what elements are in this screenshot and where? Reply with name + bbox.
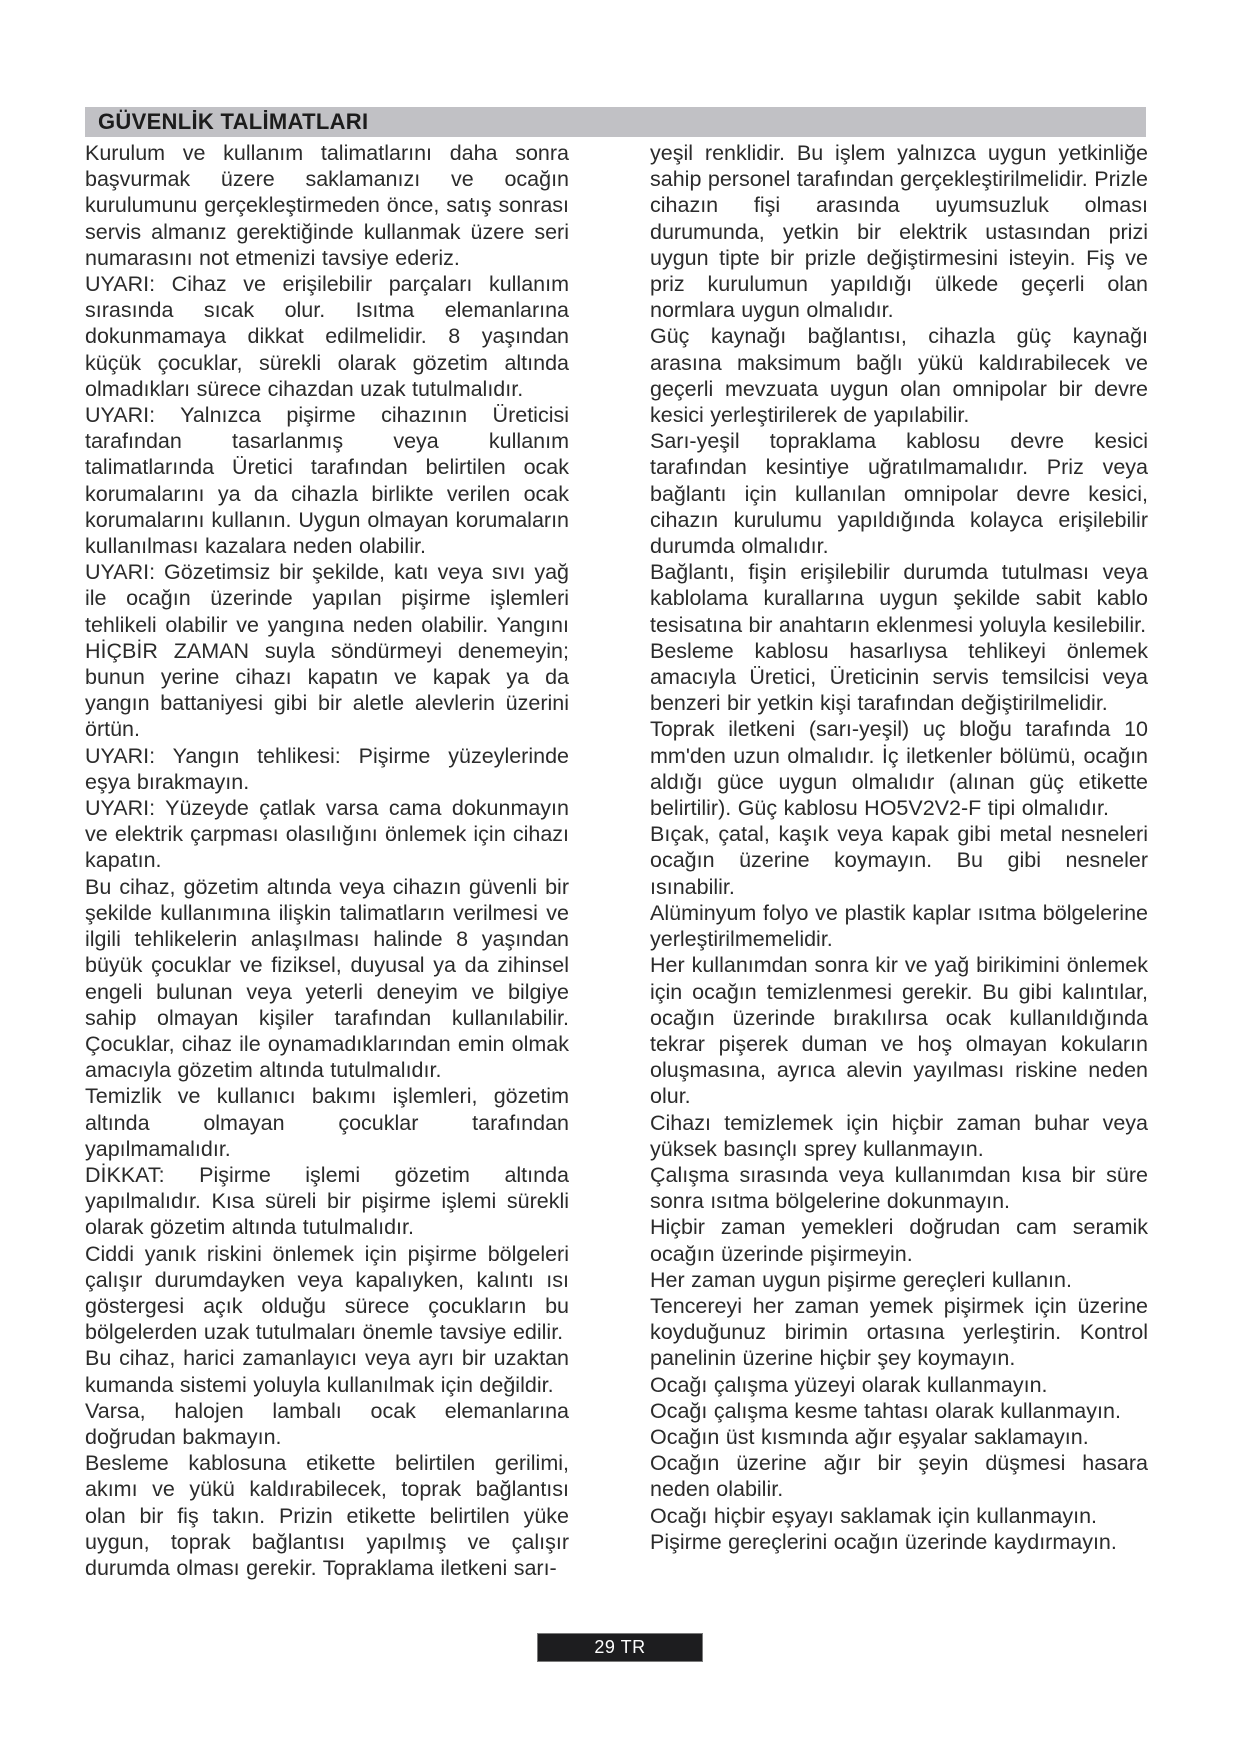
paragraph: Ocağı çalışma yüzeyi olarak kullanmayın. — [650, 1372, 1048, 1397]
paragraph: Sarı-yeşil topraklama kablosu devre kesici tarafından kesintiye uğratılmamalıdır. Priz veya bağlantı için kullanılan omnipolar devre kesici, cihazın kurulumu yapıldığında kolayca erişilebilir durumda olmalıdır. — [650, 429, 1148, 559]
paragraph: Her zaman uygun pişirme gereçleri kullanın. — [650, 1267, 1072, 1292]
paragraph: Her kullanımdan sonra kir ve yağ birikimini önlemek için ocağın temizlenmesi gerekir. Bu gibi kalıntılar, ocağın üzerinde bırakılırsa ocak kullanıldığında tekrar pişerek duman ve hoş olmayan kokuların oluşmasına, ayrıca alevin yayılması riskine neden olur. — [650, 953, 1148, 1109]
paragraph: Varsa, halojen lambalı ocak elemanlarına doğrudan bakmayın. — [85, 1398, 569, 1449]
paragraph: Besleme kablosu hasarlıysa tehlikeyi önlemek amacıyla Üretici, Üreticinin servis temsilcisi veya benzeri bir yetkin kişi tarafından değiştirilmelidir. — [650, 638, 1148, 716]
paragraph: Güç kaynağı bağlantısı, cihazla güç kaynağı arasına maksimum bağlı yükü kaldırabilecek ve geçerli mevzuata uygun olan omnipolar bir devre kesici yerleştirilerek de yapılabilir. — [650, 324, 1148, 428]
paragraph: Ocağın üst kısmında ağır eşyalar saklamayın. — [650, 1424, 1089, 1449]
paragraph: Hiçbir zaman yemekleri doğrudan cam seramik ocağın üzerinde pişirmeyin. — [650, 1215, 1148, 1266]
paragraph: Pişirme gereçlerini ocağın üzerinde kaydırmayın. — [650, 1529, 1117, 1554]
paragraph: Ocağı hiçbir eşyayı saklamak için kullanmayın. — [650, 1503, 1098, 1528]
paragraph: Alüminyum folyo ve plastik kaplar ısıtma bölgelerine yerleştirilmemelidir. — [650, 900, 1148, 952]
paragraph: Bıçak, çatal, kaşık veya kapak gibi metal nesneleri ocağın üzerine koymayın. Bu gibi nesneler ısınabilir. — [650, 822, 1148, 899]
paragraph: Ocağın üzerine ağır bir şeyin düşmesi hasara neden olabilir. — [650, 1451, 1148, 1502]
paragraph: UYARI: Yangın tehlikesi: Pişirme yüzeylerinde eşya bırakmayın. — [85, 743, 569, 794]
paragraph: DİKKAT: Pişirme işlemi gözetim altında yapılmalıdır. Kısa süreli bir pişirme işlemi sürekli olarak gözetim altında tutulmalıdır. — [85, 1162, 569, 1240]
paragraph: Cihazı temizlemek için hiçbir zaman buhar veya yüksek basınçlı sprey kullanmayın. — [650, 1110, 1148, 1161]
paragraph: UYARI: Cihaz ve erişilebilir parçaları kullanım sırasında sıcak olur. Isıtma elemanlarına dokunmamaya dikkat edilmelidir. 8 yaşından küçük çocuklar, sürekli olarak gözetim altında olmadıkları sürece cihazdan uzak tutulmalıdır. — [85, 272, 569, 401]
paragraph: Ciddi yanık riskini önlemek için pişirme bölgeleri çalışır durumdayken veya kapalıyken, kalıntı ısı göstergesi açık olduğu sürece çocukların bu bölgelerden uzak tutulmaları önemle tavsiye edilir. — [85, 1241, 569, 1345]
section-header-bar — [85, 107, 1146, 137]
page-number: 29 TR — [594, 1637, 646, 1657]
paragraph: Çalışma sırasında veya kullanımdan kısa bir süre sonra ısıtma bölgelerine dokunmayın. — [650, 1162, 1148, 1214]
paragraph: yeşil renklidir. Bu işlem yalnızca uygun yetkinliğe sahip personel tarafından gerçekleştirilmelidir. Prizle cihazın fişi arasında uyumsuzluk olması durumunda, yetkin bir elektrik ustasından prizi uygun tipte bir prizle değiştirmesini isteyin. Fiş ve priz kurulumun yapıldığı ülkede geçerli olan normlara uygun olmalıdır. — [650, 141, 1148, 323]
paragraph: Kurulum ve kullanım talimatlarını daha sonra başvurmak üzere saklamanızı ve ocağın kurulumunu gerçekleştirmeden önce, satış sonrası servis almanız gerektiğinde kullanmak üzere seri numarasını not etmenizi tavsiye ederiz. — [85, 141, 569, 270]
paragraph: Bu cihaz, harici zamanlayıcı veya ayrı bir uzaktan kumanda sistemi yoluyla kullanılmak için değildir. — [85, 1346, 569, 1397]
paragraph: Tencereyi her zaman yemek pişirmek için üzerine koyduğunuz birimin ortasına yerleştirin. Kontrol panelinin üzerine hiçbir şey koymayın. — [650, 1293, 1148, 1371]
page-number-badge — [537, 1633, 703, 1662]
page-title: GÜVENLİK TALİMATLARI — [98, 109, 369, 134]
paragraph: UYARI: Yüzeyde çatlak varsa cama dokunmayın ve elektrik çarpması olasılığını önlemek için cihazı kapatın. — [85, 796, 569, 873]
paragraph: Besleme kablosuna etikette belirtilen gerilimi, akımı ve yükü kaldırabilecek, toprak bağlantısı olan bir fiş takın. Prizin etikette belirtilen yüke uygun, toprak bağlantısı yapılmış ve çalışır durumda olması gerekir. Topraklama iletkeni sarı- — [85, 1451, 569, 1580]
paragraph: Toprak iletkeni (sarı-yeşil) uç bloğu tarafında 10 mm'den uzun olmalıdır. İç iletkenler bölümü, ocağın aldığı güce uygun olmalıdır (alınan güç etikette belirtilir). Güç kablosu HO5V2V2-F tipi olmalıdır. — [650, 717, 1148, 821]
paragraph: UYARI: Yalnızca pişirme cihazının Üreticisi tarafından tasarlanmış veya kullanım talimatlarında Üretici tarafından belirtilen ocak korumalarını ya da cihazla birlikte verilen ocak korumalarını kullanın. Uygun olmayan korumaların kullanılması kazalara neden olabilir. — [85, 403, 569, 559]
text-column-right — [650, 140, 1148, 1555]
paragraph: Bağlantı, fişin erişilebilir durumda tutulması veya kablolama kurallarına uygun şekilde sabit kablo tesisatına bir anahtarın eklenmesi yoluyla kesilebilir. — [650, 560, 1148, 637]
text-column-left — [85, 140, 569, 1581]
paragraph: Ocağı çalışma kesme tahtası olarak kullanmayın. — [650, 1398, 1121, 1423]
paragraph: UYARI: Gözetimsiz bir şekilde, katı veya sıvı yağ ile ocağın üzerinde yapılan pişirme işlemleri tehlikeli olabilir ve yangına neden olabilir. Yangını HİÇBİR ZAMAN suyla söndürmeyi denemeyin; bunun yerine cihazı kapatın ve kapak ya da yangın battaniyesi gibi bir aletle alevlerin üzerini örtün. — [85, 560, 569, 742]
paragraph: Temizlik ve kullanıcı bakımı işlemleri, gözetim altında olmayan çocuklar tarafından yapılmamalıdır. — [85, 1084, 569, 1161]
paragraph: Bu cihaz, gözetim altında veya cihazın güvenli bir şekilde kullanımına ilişkin talimatların verilmesi ve ilgili tehlikelerin anlaşılması halinde 8 yaşından büyük çocuklar ve fiziksel, duyusal ya da zihinsel engeli bulunan veya yeterli deneyim ve bilgiye sahip olmayan kişiler tarafından kullanılabilir. Çocuklar, cihaz ile oynamadıklarından emin olmak amacıyla gözetim altında tutulmalıdır. — [85, 874, 569, 1083]
